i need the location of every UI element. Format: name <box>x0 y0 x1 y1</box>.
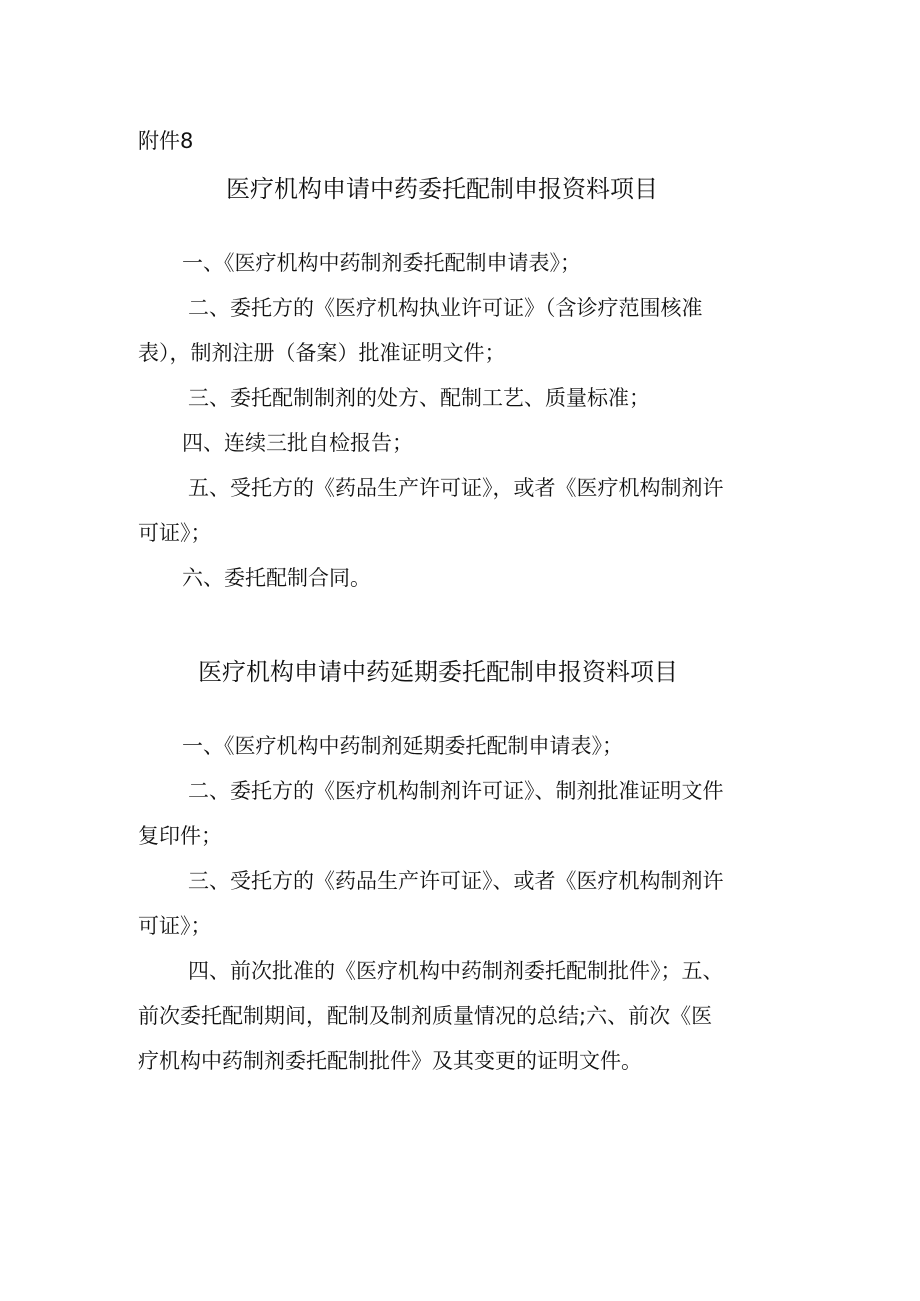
item-line: 前次委托配制期间，配制及制剂质量情况的总结;六、前次《医 <box>138 1004 713 1028</box>
item-line: 二、委托方的《医疗机构制剂许可证》、制剂批准证明文件 <box>188 779 724 803</box>
section-2-item-1 <box>138 724 788 769</box>
section-1-item-1 <box>138 241 788 286</box>
section-1-item-3 <box>138 376 788 421</box>
item-line: 六、委托配制合同。 <box>182 566 371 590</box>
item-line: 二、委托方的《医疗机构执业许可证》（含诊疗范围核准 <box>188 296 703 320</box>
section-2-item-2 <box>138 769 788 859</box>
item-line: 表），制剂注册（备案）批准证明文件； <box>138 341 506 365</box>
section-1-item-4 <box>138 421 788 466</box>
attachment-label: 附件8 <box>138 129 194 153</box>
section-2-title: 医疗机构申请中药延期委托配制申报资料项目 <box>198 658 678 686</box>
item-line: 疗机构中药制剂委托配制批件》及其变更的证明文件。 <box>138 1049 642 1073</box>
section-1-item-6 <box>138 556 788 601</box>
item-line: 一、《医疗机构中药制剂延期委托配制申请表》； <box>182 734 623 758</box>
item-line: 四、前次批准的《医疗机构中药制剂委托配制批件》；五、 <box>188 959 724 983</box>
item-line: 可证》； <box>138 914 212 938</box>
item-line: 五、受托方的《药品生产许可证》，或者《医疗机构制剂许 <box>188 476 724 500</box>
section-1-item-2 <box>138 286 788 376</box>
item-line: 四、连续三批自检报告； <box>182 431 413 455</box>
item-line: 一、《医疗机构中药制剂委托配制申请表》； <box>182 251 581 275</box>
section-2-item-3 <box>138 859 788 949</box>
item-line: 复印件； <box>138 824 222 848</box>
section-2-item-4 <box>138 949 788 1084</box>
item-line: 可证》； <box>138 521 212 545</box>
item-line: 三、受托方的《药品生产许可证》、或者《医疗机构制剂许 <box>188 869 724 893</box>
item-line: 三、委托配制制剂的处方、配制工艺、质量标准； <box>188 386 650 410</box>
section-1-title: 医疗机构申请中药委托配制申报资料项目 <box>226 175 658 203</box>
section-1-item-5 <box>138 466 788 556</box>
